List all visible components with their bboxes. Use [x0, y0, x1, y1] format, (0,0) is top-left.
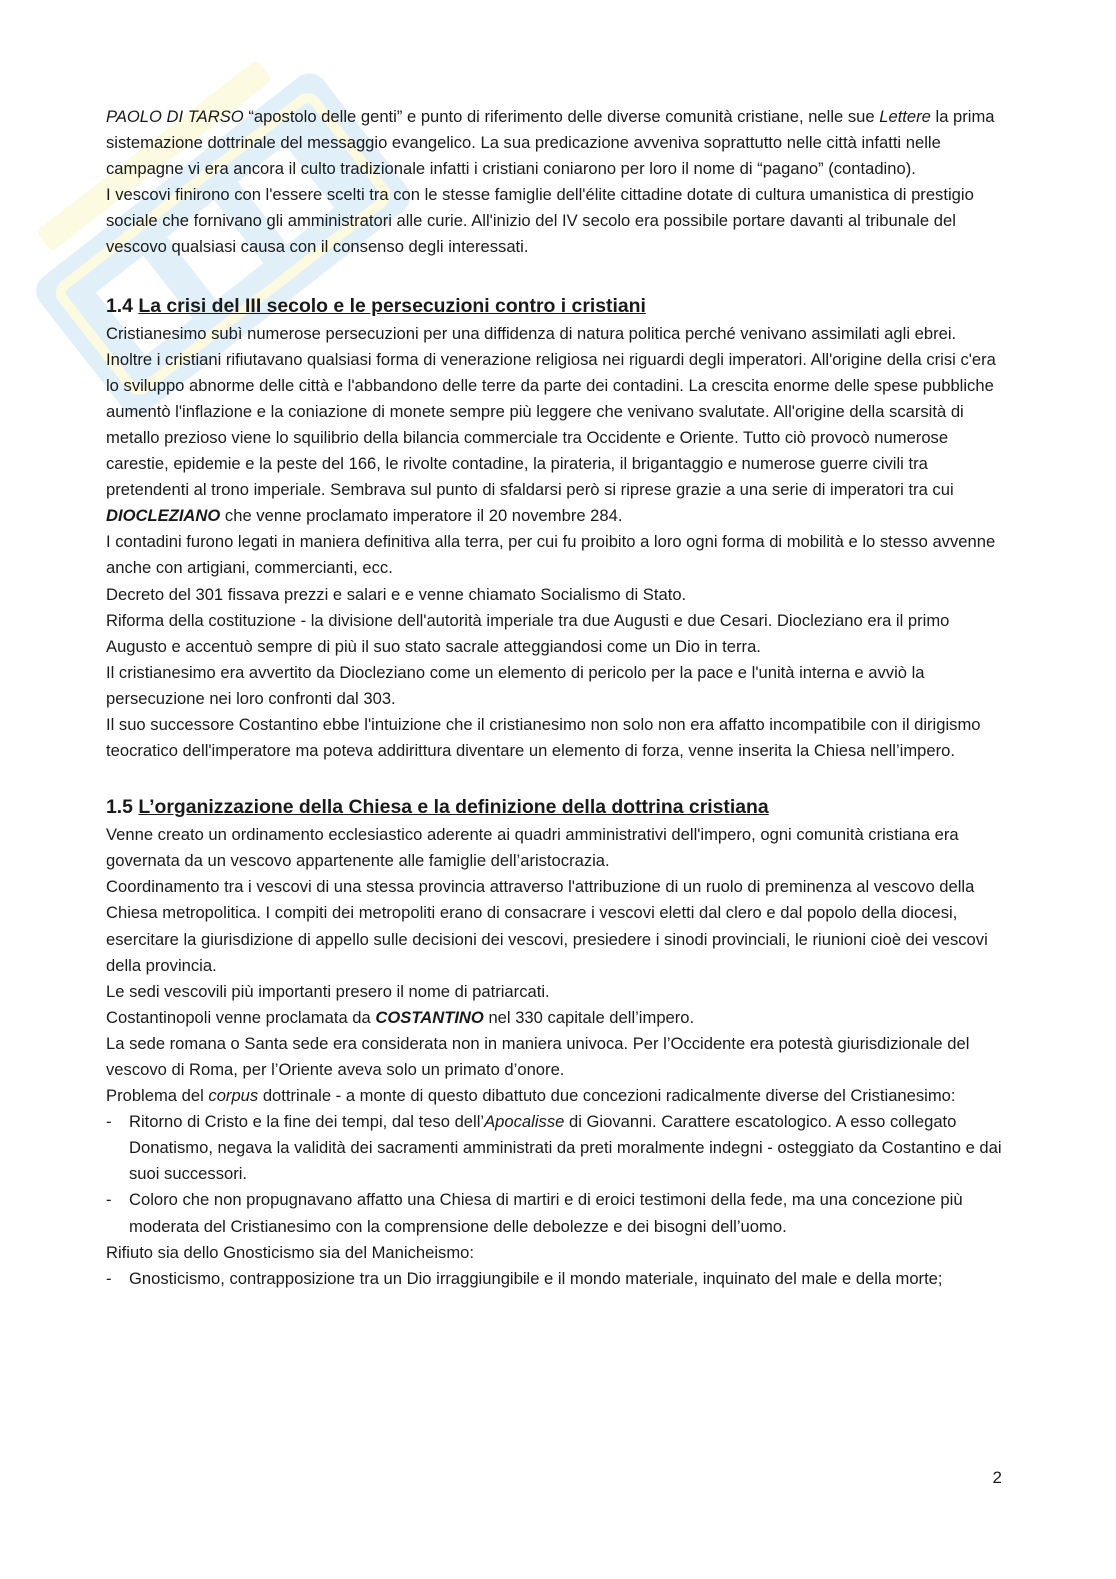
section-1-5-paragraph-4: Costantinopoli venne proclamata da COSTANTINO nel 330 capitale dell’impero.	[106, 1007, 695, 1027]
section-1-4-paragraph-1: Cristianesimo subì numerose persecuzioni per una diffidenza di natura politica perché venivano assimilati agli ebrei. Inoltre i cristiani rifiutavano qualsiasi forma di venerazione religiosa nei riguardi degli imperatori. All'origine della crisi c'era lo sviluppo abnorme delle città e l'abbandono delle terre da parte dei contadini. La crescita enorme delle spese pubbliche aumentò l'inflazione e la coniazione di monete sempre più leggere che venivano svalutate. All'origine della scarsità di metallo prezioso viene lo squilibrio della bilancia commerciale tra Occidente e Oriente. Tutto ciò provocò numerose carestie, epidemie e la peste del 166, le rivolte contadine, la pirateria, il brigantaggio e numerose guerre civili tra pretendenti al trono imperiale. Sembrava sul punto di sfaldarsi però si riprese grazie a una serie di imperatori tra cui DIOCLEZIANO che venne proclamato imperatore il 20 novembre 284.	[106, 323, 996, 526]
list-item: - Gnosticismo, contrapposizione tra un Dio irraggiungibile e il mondo materiale, inquinato del male e della morte;	[106, 1266, 1006, 1292]
section-1-4-paragraph-2: I contadini furono legati in maniera definitiva alla terra, per cui fu proibito a loro ogni forma di mobilità e lo stesso avvenne anche con artigiani, commercianti, ecc.	[106, 532, 996, 578]
name-diocleziano: DIOCLEZIANO	[106, 506, 221, 526]
section-1-5-paragraph-7: Rifiuto sia dello Gnosticismo sia del Manicheismo:	[106, 1242, 474, 1262]
section-heading-1-4: 1.4 La crisi del III secolo e le persecuzioni contro i cristiani	[106, 294, 646, 317]
apocalisse-italic: Apocalisse	[484, 1112, 565, 1132]
lettere-italic: Lettere	[879, 107, 931, 126]
rejections-list	[106, 1266, 1006, 1292]
section-1-4-paragraph-4: Riforma della costituzione - la divisione dell'autorità imperiale tra due Augusti e due Cesari. Diocleziano era il primo Augusto e accentuò sempre di più il suo stato sacrale atteggiandosi come un Dio in terra.	[106, 610, 950, 656]
document-page	[106, 104, 1006, 1292]
section-heading-1-5: 1.5 L’organizzazione della Chiesa e la definizione della dottrina cristiana	[106, 796, 769, 819]
dash-bullet-icon: -	[106, 1268, 112, 1288]
section-1-4-paragraph-3: Decreto del 301 fissava prezzi e salari e e venne chiamato Socialismo di Stato.	[106, 584, 687, 604]
list-item: - Coloro che non propugnavano affatto una Chiesa di martiri e di eroici testimoni della fede, ma una concezione più moderata del Cristianesimo con la comprensione delle debolezze e dei bisogni dell’uomo.	[106, 1187, 1006, 1239]
dash-bullet-icon: -	[106, 1190, 112, 1210]
dash-bullet-icon: -	[106, 1112, 112, 1132]
name-costantino: COSTANTINO	[375, 1007, 484, 1027]
section-1-5-paragraph-3: Le sedi vescovili più importanti presero il nome di patriarcati.	[106, 981, 550, 1001]
corpus-italic: corpus	[208, 1086, 259, 1106]
page-number: 2	[992, 1468, 1002, 1487]
list-item: - Ritorno di Cristo e la fine dei tempi, dal teso dell’Apocalisse di Giovanni. Carattere escatologico. A esso collegato Donatismo, negava la validità dei sacramenti amministrati da preti moralmente indegni - osteggiato da Costantino e dai suoi successori.	[106, 1109, 1006, 1187]
name-paolo-di-tarso: PAOLO DI TARSO	[106, 107, 244, 126]
intro-paragraph-1: PAOLO DI TARSO “apostolo delle genti” e punto di riferimento delle diverse comunità cristiane, nelle sue Lettere la prima sistemazione dottrinale del messaggio evangelico. La sua predicazione avveniva soprattutto nelle città infatti nelle campagne vi era ancora il culto tradizionale infatti i cristiani coniarono per loro il nome di “pagano” (contadino).	[106, 107, 995, 179]
section-1-4-paragraph-5: Il cristianesimo era avvertito da Diocleziano come un elemento di pericolo per la pace e l'unità interna e avviò la persecuzione nei loro confronti dal 303.	[106, 662, 925, 708]
section-1-5-paragraph-1: Venne creato un ordinamento ecclesiastico aderente ai quadri amministrativi dell'impero, ogni comunità cristiana era governata da un vescovo appartenente alle famiglie dell’aristocrazia.	[106, 825, 959, 871]
section-1-5-paragraph-5: La sede romana o Santa sede era considerata non in maniera univoca. Per l’Occidente era potestà giurisdizionale del vescovo di Roma, per l’Oriente aveva solo un primato d’onore.	[106, 1033, 970, 1079]
section-1-4-paragraph-6: Il suo successore Costantino ebbe l'intuizione che il cristianesimo non solo non era affatto incompatibile con il dirigismo teocratico dell'imperatore ma poteva addirittura diventare un elemento di forza, venne inserita la Chiesa nell’impero.	[106, 714, 981, 761]
intro-paragraph-2: I vescovi finirono con l'essere scelti tra con le stesse famiglie dell'élite cittadine dotate di cultura umanistica di prestigio sociale che fornivano gli amministratori alle curie. All'inizio del IV secolo era possibile portare davanti al tribunale del vescovo qualsiasi causa con il consenso degli interessati.	[106, 185, 974, 257]
section-1-5-paragraph-6: Problema del corpus dottrinale - a monte di questo dibattuto due concezioni radicalmente diverse del Cristianesimo:	[106, 1086, 956, 1106]
section-1-5-paragraph-2: Coordinamento tra i vescovi di una stessa provincia attraverso l'attribuzione di un ruolo di preminenza al vescovo della Chiesa metropolitica. I compiti dei metropoliti erano di consacrare i vescovi eletti dal clero e dal popolo della diocesi, esercitare la giurisdizione di appello sulle decisioni dei vescovi, presiedere i sinodi provinciali, le riunioni cioè dei vescovi della provincia.	[106, 877, 988, 975]
conceptions-list	[106, 1109, 1006, 1239]
